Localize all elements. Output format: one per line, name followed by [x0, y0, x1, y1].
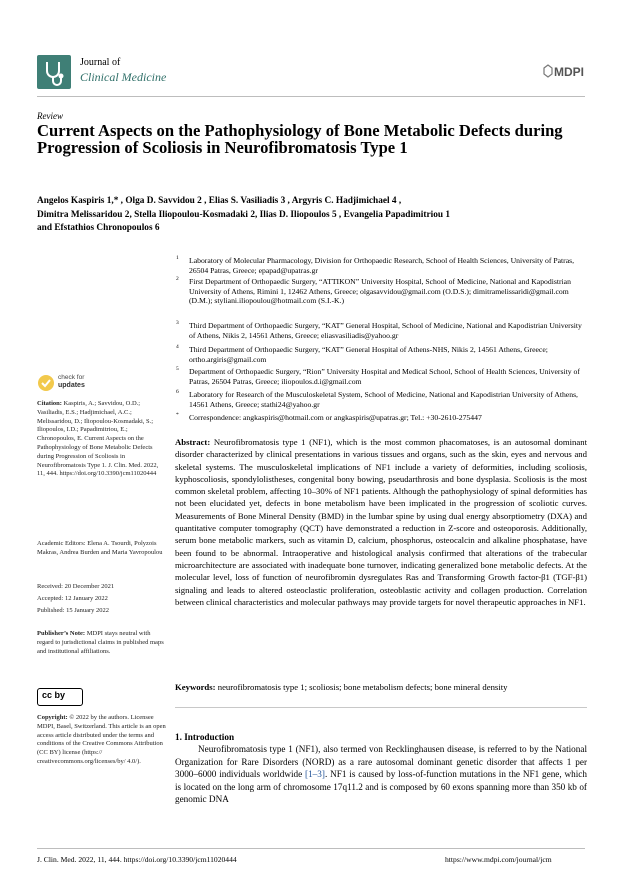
authors-line: Dimitra Melissaridou 2, Stella Iliopoulou-Kosmadaki 2, Ilias D. Iliopoulos 5 , Evangelia Papadimitriou 1	[37, 209, 450, 220]
published-date: Published: 15 January 2022	[37, 607, 110, 614]
section-divider	[175, 707, 587, 708]
authors-line: and Efstathios Chronopoulos 6	[37, 223, 160, 234]
copyright-block: Copyright: © 2022 by the authors. Licensee MDPI, Basel, Switzerland. This article is an open access article distributed under the terms and conditions of the Creative Commons Attribution (CC BY) license (https:// creativecommons.org/licenses/by/ 4.0/).	[37, 714, 166, 765]
keywords-label: Keywords:	[175, 682, 216, 692]
author-list	[37, 195, 585, 236]
publisher-name: MDPI	[554, 65, 584, 79]
footer-journal-url[interactable]: https://www.mdpi.com/journal/jcm	[445, 855, 552, 864]
footer-divider	[37, 848, 585, 849]
academic-editors: Academic Editors: Elena A. Tsourdi, Polyzois Makras, Andrea Burden and Maria Yavropoulou	[37, 540, 163, 556]
stethoscope-icon	[37, 55, 71, 89]
check-for-updates-badge[interactable]: check for updates	[37, 373, 99, 393]
footer-citation: J. Clin. Med. 2022, 11, 444. https://doi.org/10.3390/jcm11020444	[37, 855, 237, 864]
journal-of-label: Journal of	[80, 57, 121, 68]
publishers-note: Publisher’s Note: MDPI stays neutral with regard to jurisdictional claims in published maps and institutional affiliations.	[37, 630, 164, 655]
keywords	[175, 682, 587, 692]
citation-block: Citation: Kaspiris, A.; Savvidou, O.D.; Vasiliadis, E.S.; Hadjimichael, A.C.; Melissaridou, D.; Iliopoulou-Kosmadaki, S.; Iliopoulos, I.D.; Papadimitriou, E.; Chronopoulos, E. Current Aspects on the Pathophysiology of Bone Metabolic Defects during Progression of Scoliosis in Neurofibromatosis Type 1. J. Clin. Med. 2022, 11, 444. https://doi.org/10.3390/jcm11020444	[37, 400, 159, 478]
citation-link[interactable]: [1–3]	[305, 769, 325, 779]
mdpi-logo	[542, 64, 588, 82]
section-heading: 1. Introduction	[175, 732, 235, 742]
received-date: Received: 20 December 2021	[37, 583, 115, 590]
article-title: Current Aspects on the Pathophysiology of Bone Metabolic Defects during Progression of Scoliosis in Neurofibromatosis Type 1	[37, 121, 563, 157]
header-divider	[37, 96, 585, 97]
cc-by-license-badge[interactable]: cc by	[37, 688, 83, 706]
abstract-text: Neurofibromatosis type 1 (NF1), which is the most common phacomatoses, is an autosomal dominant disorder characterized by clinical presentations in various tissues and organs, such as the skin, eyes and nervous and skeletal systems. The musculoskeletal implications of NF1 include a variety of deformities, including scoliosis, kyphoscoliosis, spondylolistheses, congenital bony bowing, pseudarthrosis and bone dysplasia. Scoliosis is the most common skeletal problem, affecting 10–30% of NF1 patients. Although the pathophysiology of spinal deformities has not been elucidated yet, defects in bone metabolism have been implicated in the progression of scoliotic curves. Measurements of Bone Mineral Density (BMD) in the lumbar spine by using dual energy absorptiometry (DXA) and quantitative computer tomography (QCT) have demonstrated a reduction in Z-score and osteoporosis. Additionally, serum bone metabolic markers, such as vitamin D, calcium, phosphorus, osteocalcin and alkaline phosphatase, have been found to be abnormal. Intraoperative and histological analysis confirmed that alterations of the trabecular microarchitecture are associated with inadequate bone turnover, indicating generalized bone metabolic defects. At the molecular level, loss of function of neurofibromin dysregulates Ras and Transforming Growth factor-β1 (TGF-β1) signaling and leads to altered osteoclastic proliferation, osteoblastic activity and collagen production. Correlation between clinical characteristics and molecular pathways may provide targets for novel therapeutic approaches in NF1.	[175, 437, 588, 607]
abstract-label: Abstract:	[175, 437, 211, 447]
accepted-date: Accepted: 12 January 2022	[37, 595, 108, 602]
authors-line: Angelos Kaspiris 1,* , Olga D. Savvidou 2 , Elias S. Vasiliadis 3 , Argyris C. Hadjimichael 4 ,	[37, 196, 402, 206]
keywords-text: neurofibromatosis type 1; scoliosis; bone metabolism defects; bone mineral density	[217, 682, 508, 692]
journal-name: Clinical Medicine	[80, 70, 167, 84]
abstract	[175, 436, 587, 608]
introduction-text: Neurofibromatosis type 1 (NF1), also termed von Recklinghausen disease, is referred to by the National Organization for Rare Disorders (NORD) as a rare autosomal dominant genetic disorder that affects 1 per 3000–6000 individuals worldwide [1–3]. NF1 is caused by loss-of-function mutations in the NF1 gene, which is located on the long arm of chromosome 17q11.2 and is composed by 60 exons spanning more than 350 kb of genomic DNA	[175, 744, 587, 804]
article-type: Review	[37, 111, 63, 121]
check-updates-icon	[37, 374, 55, 392]
journal-logo	[37, 55, 71, 89]
